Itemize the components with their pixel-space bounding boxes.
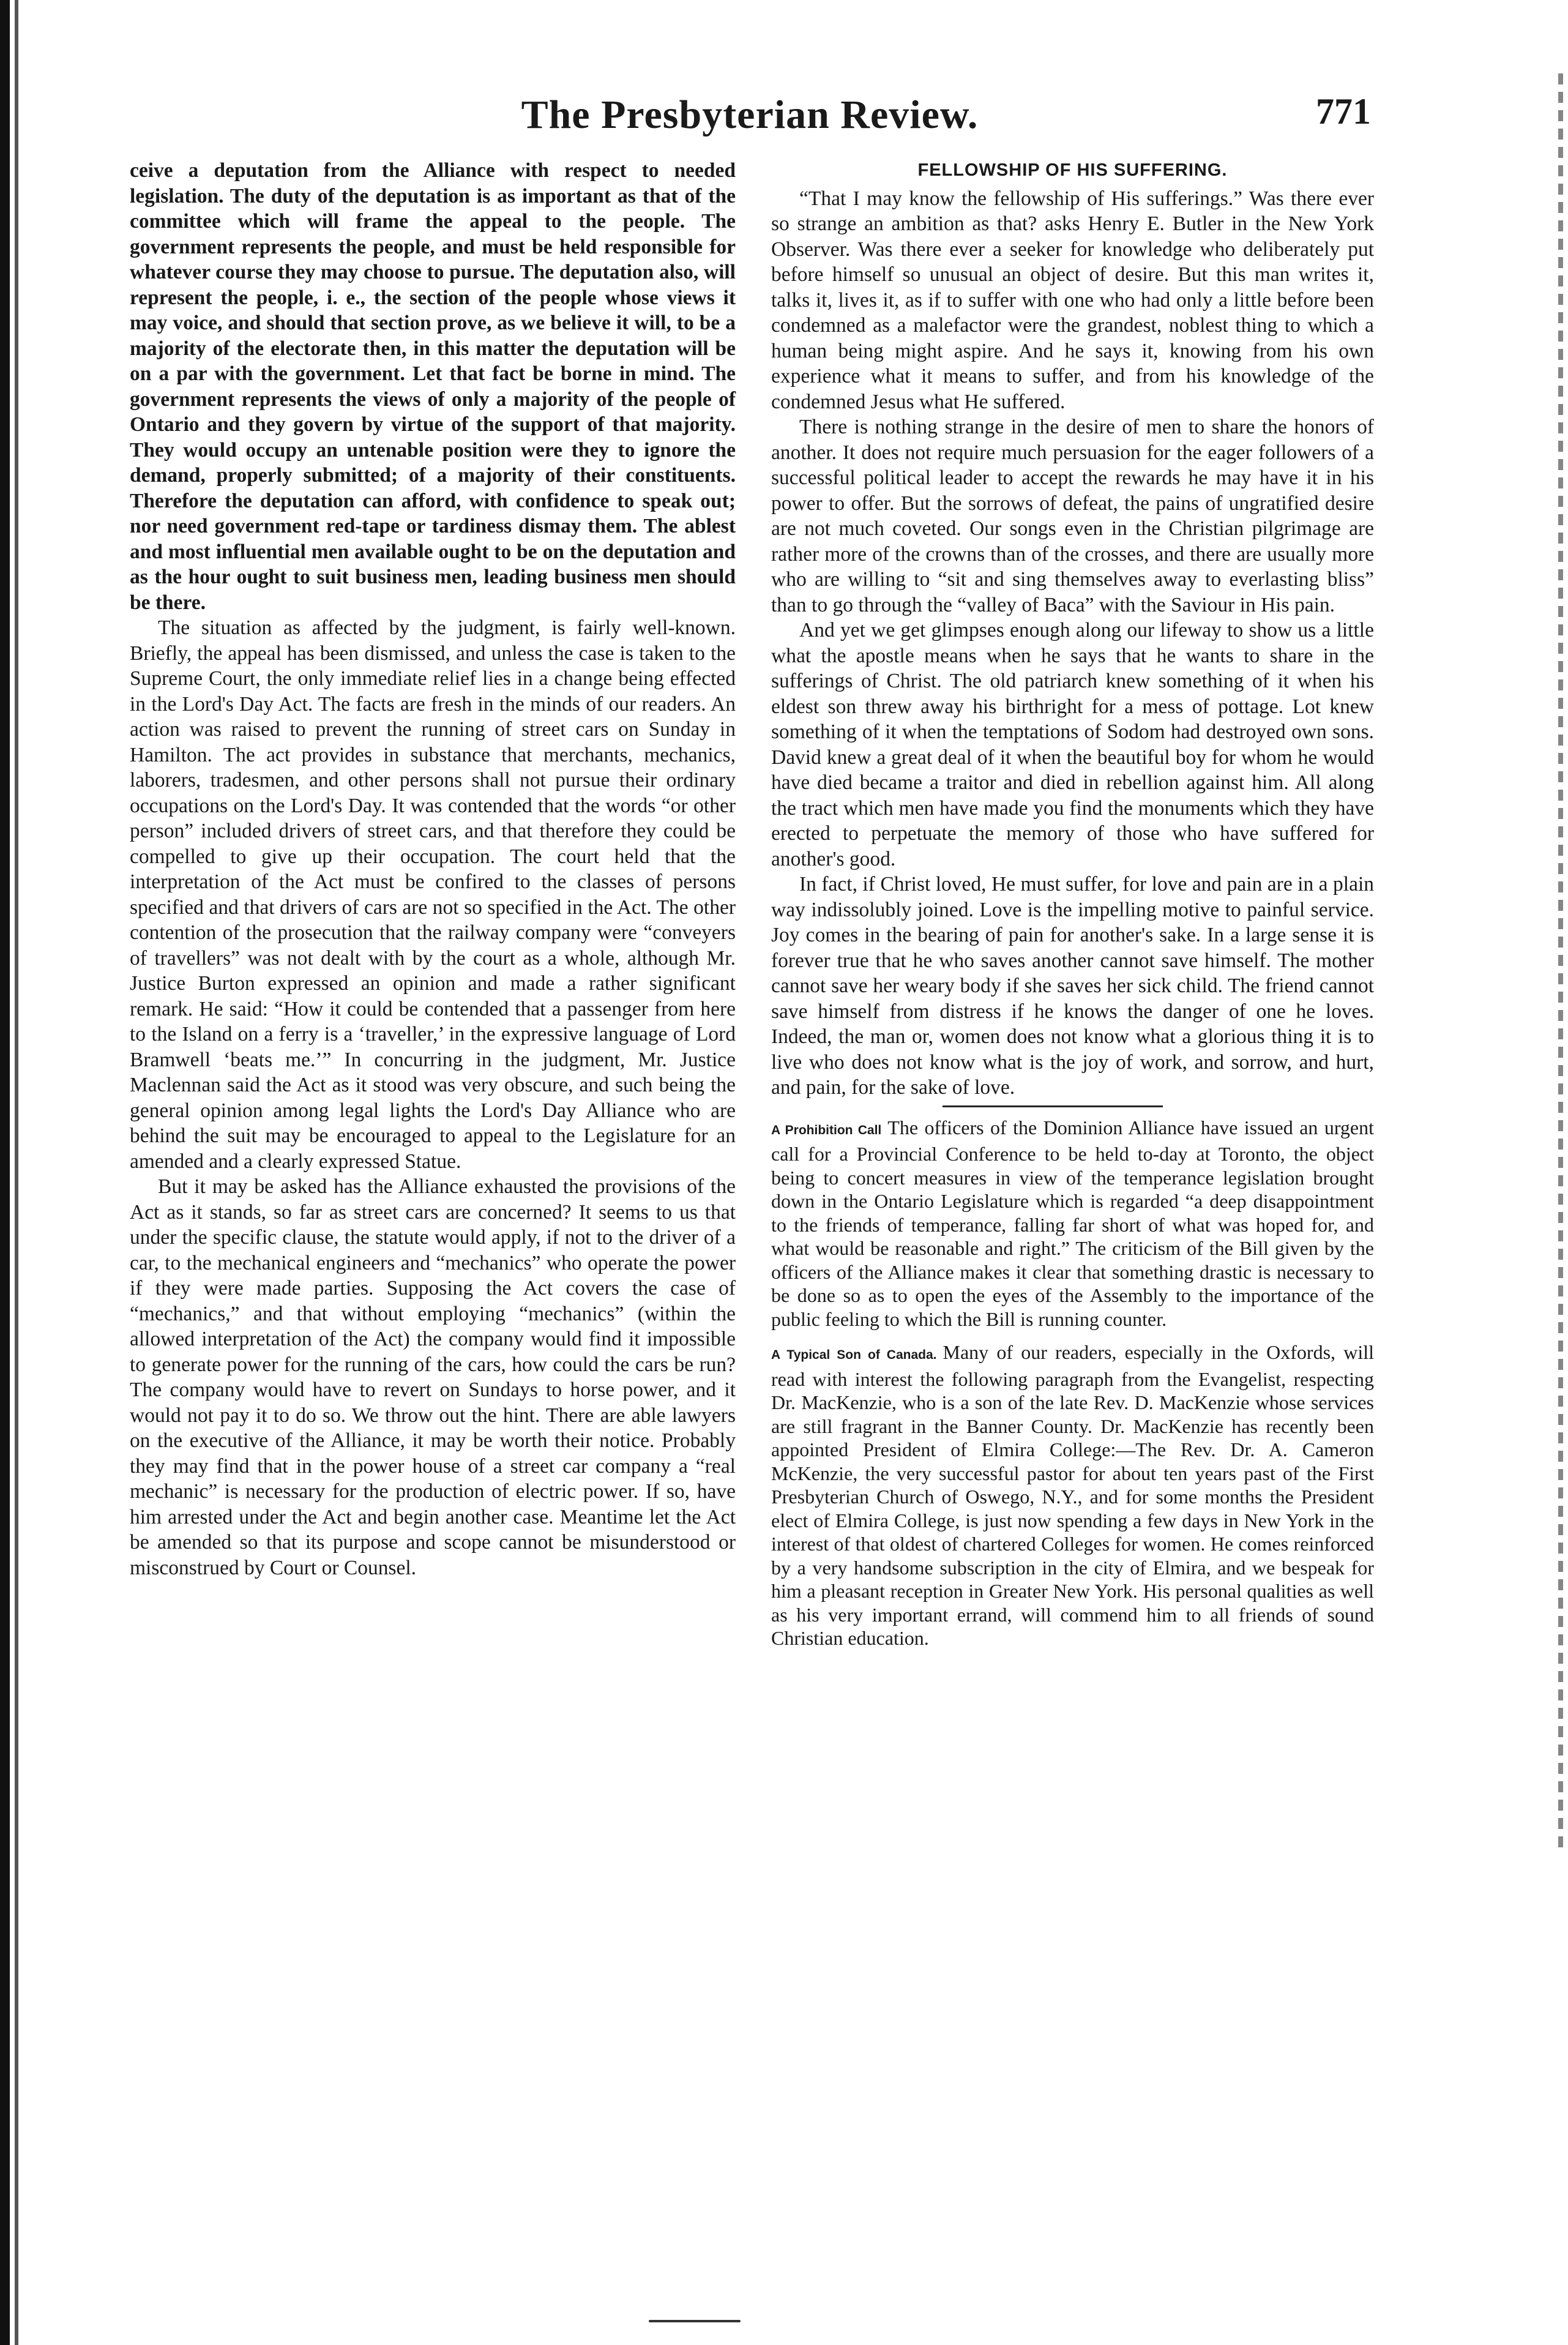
- footer-ornament: [649, 2320, 741, 2322]
- typical-son-sidehead: A Typical Son of Canada.: [771, 1348, 937, 1362]
- prohibition-text: The officers of the Dominion Alliance have issued an urgent call for a Provincial Conference to be held to-day at Toronto, the object being to concert measures in view of the temperance legislation brought down in the Ontario Legislature which is regarded “a deep disappointment to the friends of temperance, falling far short of what was hoped for, and what would be reasonable and right.” The criticism of the Bill given by the officers of the Alliance makes it clear that something drastic is necessary to be done so as to open the eyes of the Assembly to the importance of the public feeling to which the Bill is running counter.: [771, 1116, 1375, 1330]
- left-paragraph-3: But it may be asked has the Alliance exhausted the provisions of the Act as it stands, so far as street cars are concerned? It seems to us that under the specific clause, the statute would apply, if not to the driver of a car, to the mechanical engineers and “mechanics” who operate the power if they were made parties. Supposing the Act covers the case of “mechanics,” and that without employing “mechanics” (within the allowed interpretation of the Act) the company would find it impossible to generate power for the running of the cars, how could the cars be run? The company would have to revert on Sundays to horse power, and it would not pay it to do so. We throw out the hint. There are able lawyers on the executive of the Alliance, it may be worth their notice. Probably they may find that in the power house of a street car company a “real mechanic” is necessary for the production of electric power. If so, have him arrested under the Act and begin another case. Meantime let the Act be amended so that its purpose and scope cannot be misunderstood or misconstrued by Court or Counsel.: [130, 1175, 736, 1579]
- binding-shadow: [15, 0, 18, 2345]
- binding-edge: [0, 0, 10, 2345]
- right-paragraph-1: “That I may know the fellowship of His sufferings.” Was there ever so strange an ambition as that? asks Henry E. Butler in the New York Observer. Was there ever a seeker for knowledge who deliberately put before himself so unusual an object of desire. But this man writes it, talks it, lives it, as if to suffer with one who had only a little before been condemned as a malefactor were the grandest, noblest thing to which a human being might aspire. And he says it, knowing from his own experience what it means to suffer, and from his knowledge of the condemned Jesus what He suffered.: [771, 187, 1374, 413]
- section-divider: [943, 1105, 1163, 1107]
- right-paragraph-3: And yet we get glimpses enough along our lifeway to show us a little what the apostle means when he says that he wants to share in the sufferings of Christ. The old patriarch knew something of it when his eldest son threw away his birthright for a mess of pottage. Lot knew something of it when the temptations of Sodom had destroyed own sons. David knew a great deal of it when the beautiful boy for whom he would have died became a traitor and died in rebellion against him. All along the tract which men have made you find the monuments which they have erected to perpetuate the memory of those who have suffered for another's good.: [771, 619, 1374, 870]
- section-title: FELLOWSHIP OF HIS SUFFERING.: [917, 160, 1228, 180]
- left-column: [130, 158, 736, 1580]
- left-paragraph-1: ceive a deputation from the Alliance with respect to needed legislation. The duty of the deputation is as important as that of the committee which will frame the appeal to the people. The government represents the people, and must be held responsible for whatever course they may choose to pursue. The deputation also, will represent the people, i. e., the section of the people whose views it may voice, and should that section prove, as we believe it will, to be a majority of the electorate then, in this matter the deputation will be on a par with the government. Let that fact be borne in mind. The government represents the views of only a majority of the people of Ontario and they govern by virtue of the support of that majority. They would occupy an untenable position were they to ignore the demand, properly submitted; of a majority of their constituents. Therefore the deputation can afford, with confidence to speak out; nor need government red-tape or tardiness dismay them. The ablest and most influential men available ought to be on the deputation and as the hour ought to suit business men, leading business men should be there.: [130, 159, 736, 614]
- running-header: [129, 92, 1371, 147]
- prohibition-sidehead: A Prohibition Call: [771, 1123, 882, 1137]
- right-paragraph-4: In fact, if Christ loved, He must suffer, for love and pain are in a plain way indissolubly joined. Love is the impelling motive to painful service. Joy comes in the bearing of pain for another's sake. In a large sense it is forever true that he who saves another cannot save himself. The mother cannot save her weary body if she saves her sick child. The friend cannot save himself from distress if he knows the danger of one he loves. Indeed, the man or, women does not know what a glorious thing it is to live who does not know what is the joy of work, and sorrow, and hurt, and pain, for the sake of love.: [771, 873, 1374, 1099]
- typical-son-paragraph: [771, 1341, 1374, 1650]
- right-paragraph-2: There is nothing strange in the desire of men to share the honors of another. It does not require much persuasion for the eager followers of a successful political leader to accept the rewards he may have it in his power to offer. But the sorrows of defeat, the pains of ungratified desire are not much coveted. Our songs even in the Christian pilgrimage are rather more of the crowns than of the crosses, and there are usually more who are willing to “sit and sing themselves away to everlasting bliss” than to go through the “valley of Baca” with the Saviour in His pain.: [771, 416, 1374, 616]
- page-edge-shadow: [1558, 73, 1563, 1849]
- page-number: 771: [1316, 91, 1371, 132]
- journal-title: The Presbyterian Review.: [521, 92, 979, 137]
- prohibition-paragraph: [771, 1116, 1374, 1331]
- typical-son-text: Many of our readers, especially in the Oxfords, will read with interest the following paragraph from the Evangelist, respecting Dr. MacKenzie, who is a son of the late Rev. D. MacKenzie whose services are still fragrant in the Banner County. Dr. MacKenzie has recently been appointed President of Elmira College:—The Rev. Dr. A. Cameron McKenzie, the very successful pastor for about ten years past of the First Presbyterian Church of Oswego, N.Y., and for some months the President elect of Elmira College, is just now spending a few days in New York in the interest of that oldest of chartered Colleges for women. He comes reinforced by a very handsome subscription in the city of Elmira, and we bespeak for him a pleasant reception in Greater New York. His personal qualities as well as his very important errand, will commend him to all friends of sound Christian education.: [771, 1341, 1375, 1649]
- right-column: [771, 158, 1374, 1650]
- left-paragraph-2: The situation as affected by the judgment, is fairly well-known. Briefly, the appeal has been dismissed, and unless the case is taken to the Supreme Court, the only immediate relief lies in a change being effected in the Lord's Day Act. The facts are fresh in the minds of our readers. An action was raised to prevent the running of street cars on Sunday in Hamilton. The act provides in substance that merchants, mechanics, laborers, tradesmen, and other persons shall not pursue their ordinary occupations on the Lord's Day. It was contended that the words “or other person” included drivers of street cars, and that therefore they could be compelled to give up their occupation. The court held that the interpretation of the Act must be confired to the classes of persons specified and that drivers of cars are not so specified in the Act. The other contention of the prosecution that the railway company were “conveyers of travellers” was not dealt with by the court as a whole, although Mr. Justice Burton expressed an opinion and made a rather significant remark. He said: “How it could be contended that a passenger from here to the Island on a ferry is a ‘traveller,’ in the expressive language of Lord Bramwell ‘beats me.’” In concurring in the judgment, Mr. Justice Maclennan said the Act as it stood was very obscure, and such being the general opinion among legal lights the Lord's Day Alliance who are behind the suit may be encouraged to appeal to the Legislature for an amended and a clearly expressed Statue.: [130, 616, 736, 1173]
